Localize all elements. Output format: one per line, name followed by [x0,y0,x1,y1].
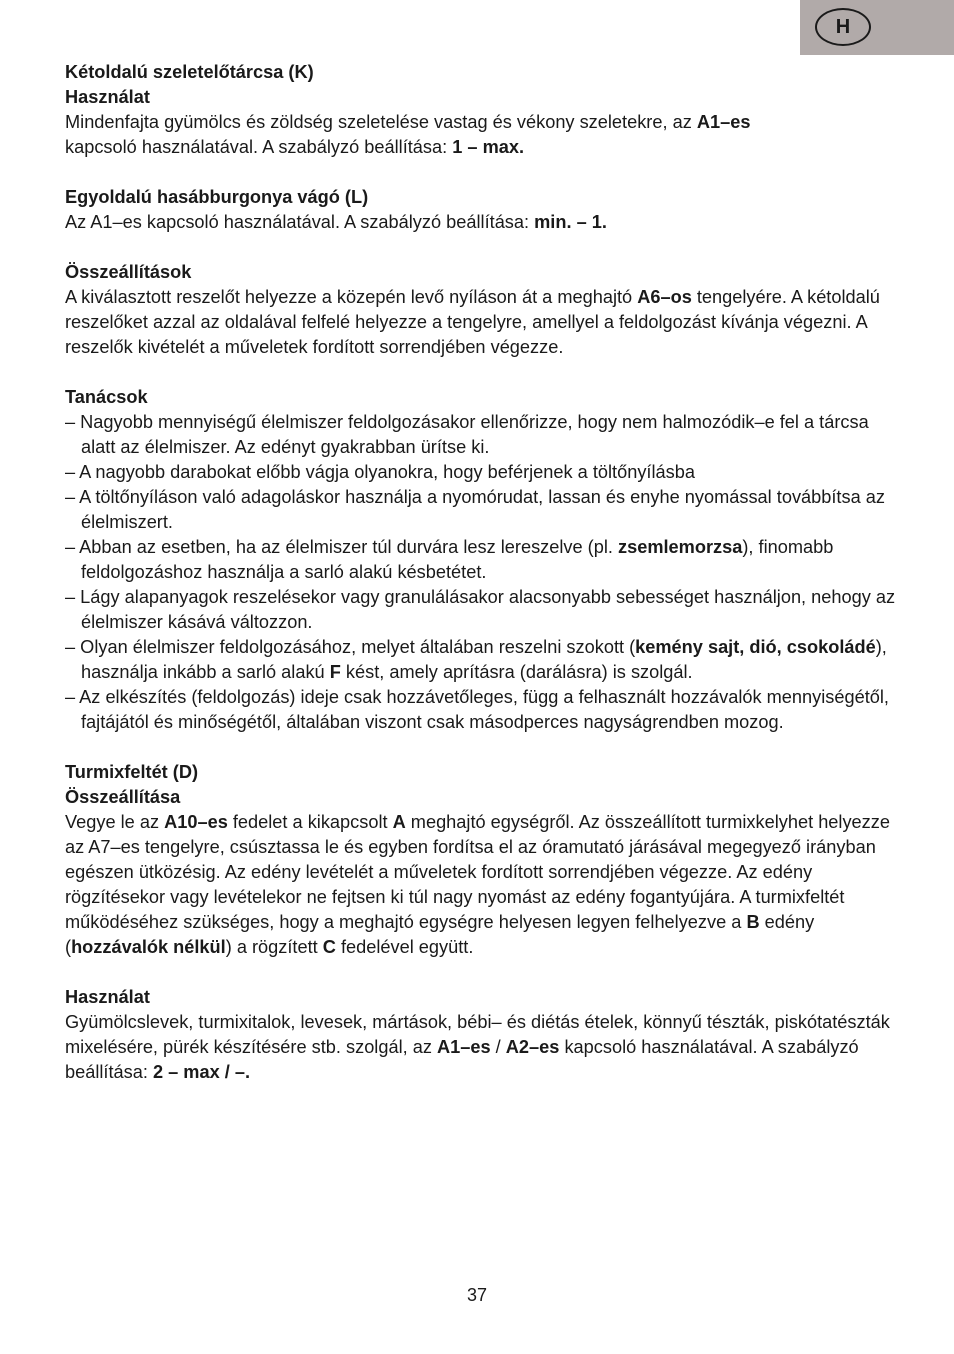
section-subheading-assembly: Összeállítása [65,787,181,807]
language-tab [800,0,954,55]
paragraph-slicer-usage: Mindenfajta gyümölcs és zöldség szeletelése vastag és vékony szeletekre, az A1–es kapcsoló használatával. A szabályzó beállítása: 1 – max. [65,112,751,157]
section-heading-tips: Tanácsok [65,387,148,407]
paragraph-blender-assembly: Vegye le az A10–es fedelet a kikapcsolt A meghajtó egységről. Az összeállított turmixkelyhet helyezze az A7–es tengelyre, csúsztassa le és egyben fordítsa el az óramutató járásával megegyező irányban egészen ütközésig. Az edény levételét a műveletek fordított sorrendjében végezze. Az edény rögzítésekor vagy levételekor ne fejtsen ki túl nagy nyomást az edény fogantyújára. A turmixfeltét működéséhez szükséges, hogy a meghajtó egységre helyesen legyen felhelyezve a B edény (hozzávalók nélkül) a rögzített C fedelével együtt. [65,812,890,957]
paragraph-fries-cutter: Az A1–es kapcsoló használatával. A szabályzó beállítása: min. – 1. [65,212,607,232]
list-item: – Az elkészítés (feldolgozás) ideje csak hozzávetőleges, függ a felhasznált hozzávalók mennyiségétől, fajtájától és minőségétől, általában viszont csak másodperces nagyságrendben mozog. [65,687,889,732]
list-item: – Lágy alapanyagok reszelésekor vagy granulálásakor alacsonyabb sebességet használjon, nehogy az élelmiszer kásává változzon. [65,587,896,632]
list-item: – Olyan élelmiszer feldolgozásához, melyet általában reszelni szokott (kemény sajt, dió, csokoládé), használja inkább a sarló alakú F kést, amely aprításra (darálásra) is szolgál. [65,637,887,682]
section-heading-blender: Turmixfeltét (D) [65,762,199,782]
paragraph-assembly: A kiválasztott reszelőt helyezze a közepén levő nyíláson át a meghajtó A6–os tengelyére. A kétoldalú reszelőket azzal az oldalával felfelé helyezze a tengelyre, amellyel a feldolgozást kívánja végezni. A reszelők kivételét a műveletek fordított sorrendjében végezze. [65,287,880,357]
list-item: – A töltőnyíláson való adagoláskor használja a nyomórudat, lassan és enyhe nyomással továbbítsa az élelmiszert. [65,487,885,532]
section-heading-slicer: Kétoldalú szeletelőtárcsa (K) [65,62,314,82]
section-heading-blender-usage: Használat [65,987,150,1007]
tips-list [65,410,900,735]
paragraph-blender-usage: Gyümölcslevek, turmixitalok, levesek, mártások, bébi– és diétás ételek, könnyű tészták, piskótatészták mixelésére, pürék készítésére stb. szolgál, az A1–es / A2–es kapcsoló használatával. A szabályzó beállítása: 2 – max / –. [65,1012,890,1082]
section-heading-assembly: Összeállítások [65,262,192,282]
page-number: 37 [466,1285,488,1305]
list-item: – A nagyobb darabokat előbb vágja olyanokra, hogy beférjenek a töltőnyílásba [65,462,695,482]
section-heading-fries-cutter: Egyoldalú hasábburgonya vágó (L) [65,187,369,207]
list-item: – Abban az esetben, ha az élelmiszer túl durvára lesz lereszelve (pl. zsemlemorzsa), finomabb feldolgozáshoz használja a sarló alakú késbetétet. [65,537,834,582]
language-badge: H [815,8,871,46]
section-subheading-usage: Használat [65,87,150,107]
document-body [65,60,900,1085]
list-item: – Nagyobb mennyiségű élelmiszer feldolgozásakor ellenőrizze, hogy nem halmozódik–e fel a tárcsa alatt az élelmiszer. Az edényt gyakrabban ürítse ki. [65,412,869,457]
